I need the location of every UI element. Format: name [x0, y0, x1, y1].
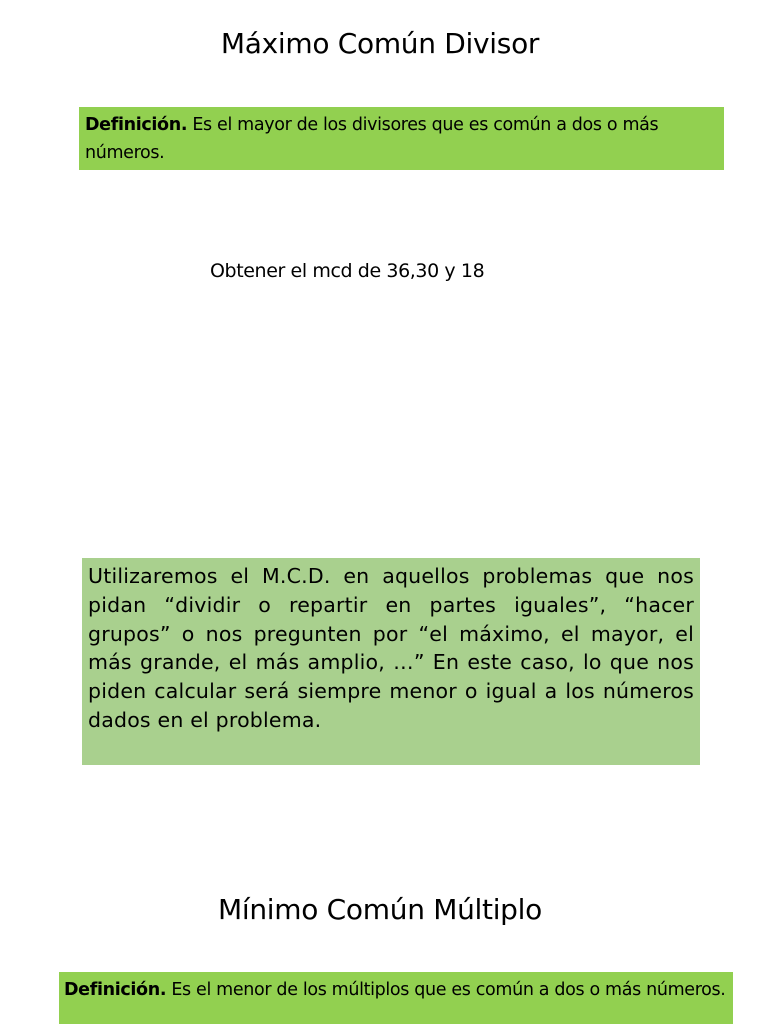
mcd-usage-note: Utilizaremos el M.C.D. en aquellos problemas que nos pidan “dividir o repartir en partes iguales”, “hacer grupos” o nos pregunten por “el máximo, el mayor, el más grande, el más amplio, …” En este caso, lo que nos piden calcular será siempre menor o igual a los números dados en el problema. — [82, 558, 700, 765]
mcm-definition-box — [59, 972, 733, 1024]
mcd-exercise-prompt: Obtener el mcd de 36,30 y 18 — [210, 260, 485, 282]
mcm-definition-label: Definición. — [64, 980, 167, 1000]
mcm-definition-text: Es el menor de los múltiplos que es común a dos o más números. — [166, 980, 726, 1000]
mcd-title: Máximo Común Divisor — [220, 27, 540, 60]
mcm-title: Mínimo Común Múltiplo — [218, 893, 542, 926]
mcd-definition-label: Definición. — [85, 115, 188, 135]
mcd-definition-box — [79, 107, 724, 170]
mcd-definition-text: Es el mayor de los divisores que es común a dos o más números. — [85, 115, 659, 163]
